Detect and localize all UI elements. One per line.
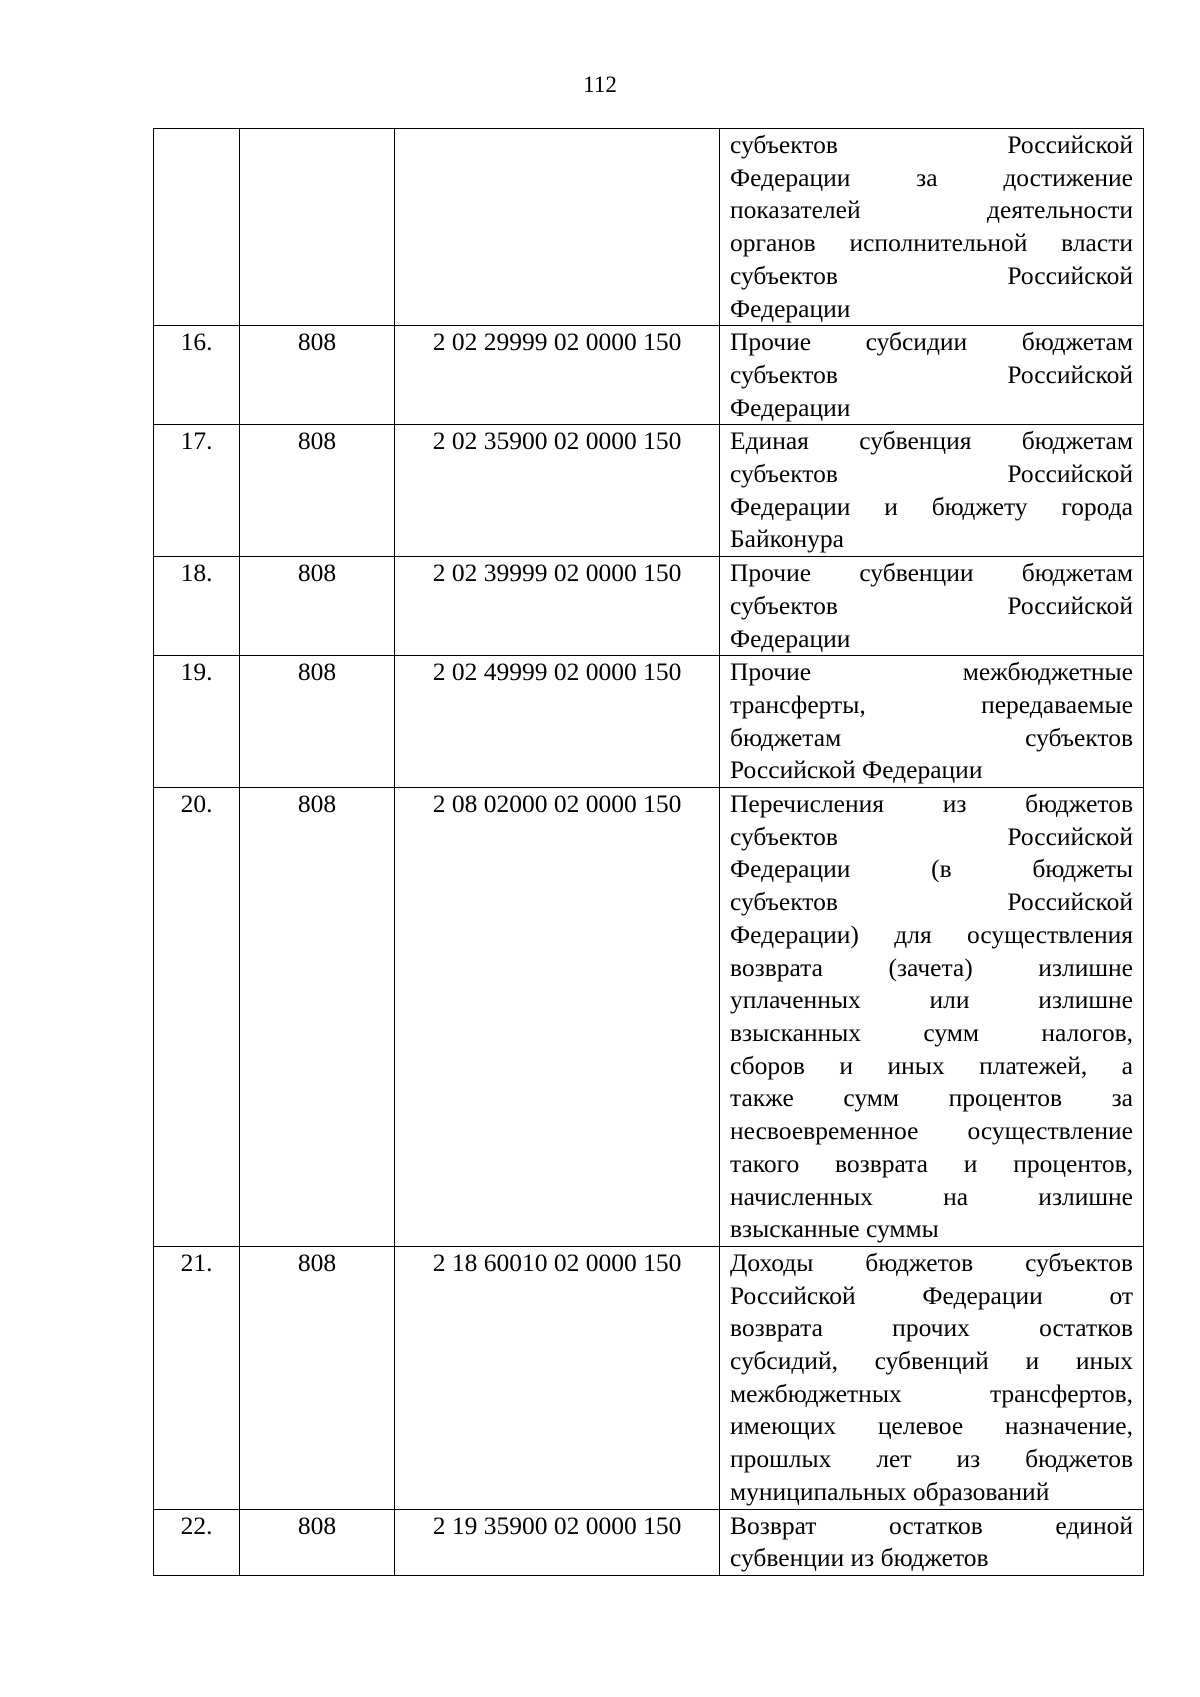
description-line: субъектов Российской [730,590,1133,620]
description-line: Единая субвенция бюджетам [730,426,1133,456]
table-body [154,129,1144,1576]
admin-code-cell: 808 [240,656,395,788]
description-cell [720,1246,1144,1509]
admin-code-cell: 808 [240,326,395,425]
description-line: Федерации и бюджету города [730,491,1133,521]
description-cell [720,1509,1144,1575]
table-row [154,326,1144,425]
description-line: межбюджетных трансфертов, [730,1378,1133,1408]
description-line: Российской Федерации от [730,1280,1133,1310]
description-line: Федерации за достижение [730,162,1133,192]
description-line: бюджетам субъектов [730,722,1133,752]
budget-code-cell: 2 02 29999 02 0000 150 [395,326,720,425]
row-number-cell: 18. [154,557,240,656]
description-line: субъектов Российской [730,459,1133,489]
description-line: возврата (зачета) излишне [730,952,1133,982]
budget-code-cell: 2 08 02000 02 0000 150 [395,788,720,1247]
budget-code-cell [395,129,720,326]
description-line: субъектов Российской [730,260,1133,290]
description-line: органов исполнительной власти [730,228,1133,258]
row-number-cell [154,129,240,326]
description-line: муниципальных образований [730,1476,1050,1506]
admin-code-cell: 808 [240,557,395,656]
description-line: Прочие субвенции бюджетам [730,558,1133,588]
table-row [154,1509,1144,1575]
description-cell [720,557,1144,656]
admin-code-cell: 808 [240,788,395,1247]
description-line: показателей деятельности [730,195,1133,225]
description-line: субъектов Российской [730,821,1133,851]
description-line: Прочие межбюджетные [730,657,1133,687]
description-line: несвоевременное осуществление [730,1116,1133,1146]
description-line: Федерации [730,392,851,422]
table-row [154,425,1144,557]
table-row [154,1246,1144,1509]
description-line: Доходы бюджетов субъектов [730,1247,1133,1277]
table-row [154,656,1144,788]
description-line: сборов и иных платежей, а [730,1050,1133,1080]
description-line: также сумм процентов за [730,1083,1133,1113]
row-number-cell: 17. [154,425,240,557]
description-line: Федерации [730,293,851,323]
description-cell [720,656,1144,788]
budget-code-cell: 2 18 60010 02 0000 150 [395,1246,720,1509]
budget-codes-table [153,128,1144,1576]
description-line: Байконура [730,524,844,554]
budget-code-cell: 2 02 49999 02 0000 150 [395,656,720,788]
table-row [154,129,1144,326]
description-line: Российской Федерации [730,755,983,785]
description-line: Перечисления из бюджетов [730,789,1133,819]
description-line: Прочие субсидии бюджетам [730,327,1133,357]
admin-code-cell: 808 [240,1246,395,1509]
description-line: субвенции из бюджетов [730,1543,989,1573]
description-line: Федерации (в бюджеты [730,854,1133,884]
budget-code-cell: 2 19 35900 02 0000 150 [395,1509,720,1575]
description-line: субъектов Российской [730,130,1133,159]
table-row [154,557,1144,656]
description-line: взысканных сумм налогов, [730,1017,1133,1047]
row-number-cell: 20. [154,788,240,1247]
description-line: начисленных на излишне [730,1181,1133,1211]
description-line: прошлых лет из бюджетов [730,1444,1133,1474]
table-row [154,788,1144,1247]
description-line: Федерации [730,623,851,653]
description-line: Федерации) для осуществления [730,919,1133,949]
description-line: субсидий, субвенций и иных [730,1346,1133,1376]
description-line: субъектов Российской [730,887,1133,917]
description-line: Возврат остатков единой [730,1510,1133,1540]
row-number-cell: 16. [154,326,240,425]
description-cell [720,326,1144,425]
description-line: имеющих целевое назначение, [730,1411,1133,1441]
page-number: 112 [583,72,617,97]
budget-code-cell: 2 02 39999 02 0000 150 [395,557,720,656]
description-cell [720,788,1144,1247]
description-line: трансферты, передаваемые [730,689,1133,719]
description-line: взысканные суммы [730,1214,939,1244]
admin-code-cell [240,129,395,326]
description-cell [720,425,1144,557]
row-number-cell: 19. [154,656,240,788]
row-number-cell: 22. [154,1509,240,1575]
admin-code-cell: 808 [240,1509,395,1575]
description-line: такого возврата и процентов, [730,1148,1133,1178]
row-number-cell: 21. [154,1246,240,1509]
admin-code-cell: 808 [240,425,395,557]
budget-code-cell: 2 02 35900 02 0000 150 [395,425,720,557]
description-line: возврата прочих остатков [730,1313,1133,1343]
description-line: уплаченных или излишне [730,985,1133,1015]
description-cell [720,129,1144,326]
description-line: субъектов Российской [730,359,1133,389]
